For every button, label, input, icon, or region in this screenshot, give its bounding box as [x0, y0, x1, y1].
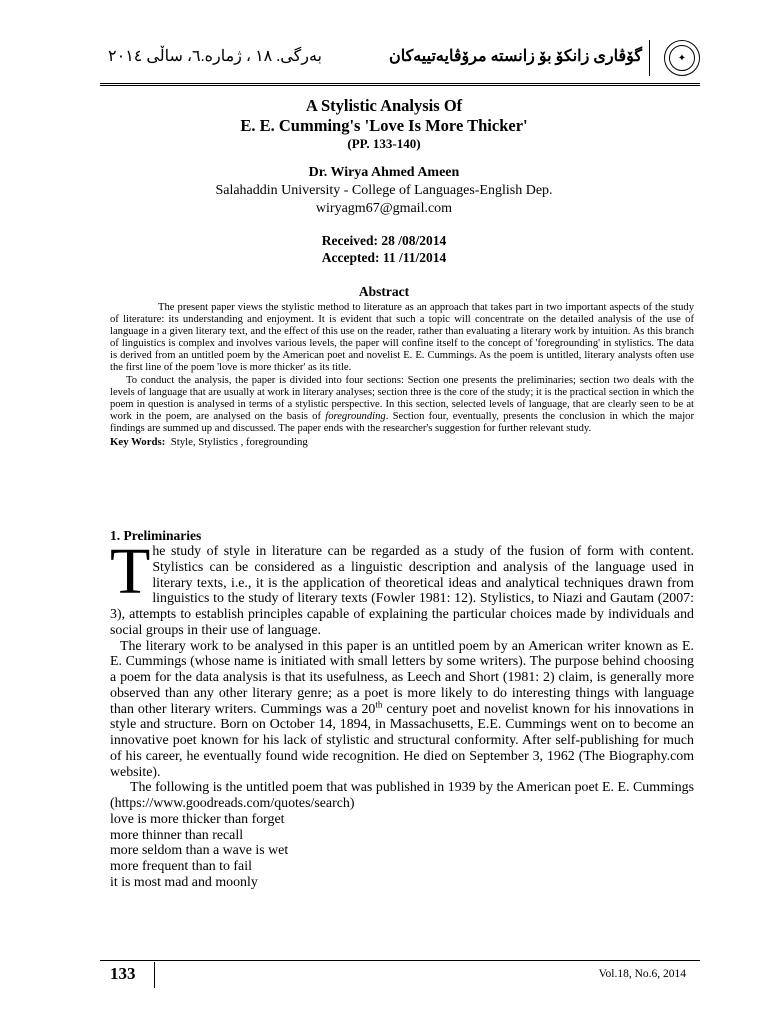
author-affiliation: Salahaddin University - College of Languages-English Dep. — [215, 183, 553, 198]
abstract-paragraph-1: The present paper views the stylistic method to literature as an approach that takes part in two important aspects of the study of literature: its understanding and enjoyment. It is evident that such a topic will concentrate on the detailed analysis of the use of language in a given literary text, and the effect of this use on the reader, rather than evaluating a literary work by intuition. As this branch of linguistics is complex and involves various levels, the paper will confine itself to the concept of 'foregrounding' in stylistics. The data is derived from an untitled poem by the American poet and novelist E. E. Cummings. As the poem is untitled, literary analysts often use the first line of the poem 'love is more thicker' as its title. — [110, 302, 694, 374]
section-heading: 1. Preliminaries — [110, 528, 202, 543]
author-email: wiryagm67@gmail.com — [315, 201, 453, 216]
abstract-p2-text-a: To conduct the analysis, the paper is divided into four sections: Section one presents the preliminaries; section two deals with the levels of language that are usually at work in literary analyses; section three is the core of the study; it is the practical section in which the poem in question is analysed in terms of a stylistic perspective. In this section, selected levels of language, that are clearly seen to be at work in the poem, are analysed on the basis of — [110, 374, 694, 422]
body-paragraph-3: The following is the untitled poem that was published in 1939 by the American poet E. E. Cummings (https://www.goodreads.com/quotes/search) — [110, 780, 694, 811]
issue-info: بەرگی. ١٨ ، ژمارە.٦، ساڵی ٢٠١٤ — [108, 48, 322, 65]
poem-excerpt — [110, 812, 694, 891]
accepted-date: Accepted: 11 /11/2014 — [321, 250, 447, 265]
abstract-paragraph-2 — [110, 375, 694, 435]
running-header — [100, 38, 700, 80]
footer-rule — [100, 960, 700, 961]
journal-name: گۆڤاری زانكۆ بۆ زانستە مرۆڤایەتییەكان — [388, 48, 642, 65]
abstract-heading: Abstract — [358, 284, 410, 299]
volume-info: Vol.18, No.6, 2014 — [598, 968, 686, 980]
received-date: Received: 28 /08/2014 — [321, 233, 447, 248]
page-range: (PP. 133-140) — [347, 136, 421, 151]
body-p1-text: he study of style in literature can be regarded as a study of the fusion of form with content. Stylistics can be considered as a linguistic description and analysis of the language used in literary texts, i.e., it is the application of theoretical ideas and analytical techniques drawn from linguistics to the study of literary texts (Fowler 1981: 12). Stylistics, to Niazi and Gautam (2007: 3), attempts to establish principles capable of explaining the particular choices made by individuals and social groups in their use of language. — [110, 544, 694, 638]
poem-line: more thinner than recall — [110, 827, 244, 843]
keywords-list: Style, Stylistics , foregrounding — [170, 436, 308, 449]
abstract-p2-text-b: . Section four, eventually, presents the conclusion in which the major findings are summed up and discussed. The paper ends with the researcher's suggestion for further relevant study. — [110, 410, 694, 434]
paper-title-line-1: A Stylistic Analysis Of — [305, 96, 463, 115]
author-name: Dr. Wirya Ahmed Ameen — [308, 165, 460, 180]
poem-line: more frequent than to fail — [110, 859, 252, 874]
abstract-emphasis: foregrounding — [325, 410, 386, 422]
body-paragraph-2 — [110, 639, 694, 781]
main-body — [110, 528, 694, 891]
page-number: 133 — [110, 964, 136, 983]
university-seal-icon — [664, 40, 700, 76]
body-p2-text-b: century poet and novelist known for his innovations in style and structure. Born on October 14, 1894, in Massachusetts, E.E. Cummings went on to become an innovative poet known for his lack of stylistic and structural conformity. After self-publishing for much of his career, he eventually found wide recognition. He died on September 3, 1962 (The Biography.com website). — [110, 701, 694, 780]
paper-title-line-2: E. E. Cumming's 'Love Is More Thicker' — [240, 116, 528, 135]
poem-line: love is more thicker than forget — [110, 811, 285, 827]
drop-cap: T — [110, 535, 151, 608]
footer-divider — [154, 962, 155, 988]
poem-line: more seldom than a wave is wet — [110, 843, 289, 859]
header-rule — [100, 83, 700, 86]
body-p2-text-a: The literary work to be analysed in this paper is an untitled poem by an American writer known as E. E. Cummings (whose name is initiated with small letters by some writers). The purpose behind choosing a poem for the data analysis is that its usefulness, as Leech and Short (1981: 2) claim, is generally more observed than any other literary genre; as a poet is more likely to do interesting things with language than other literary writers. Cummings was a 20 — [110, 638, 694, 717]
keywords-label: Key Words: — [110, 436, 166, 449]
abstract-body — [110, 302, 694, 448]
header-divider — [649, 40, 650, 76]
seal-inner-ring: ✦ — [669, 45, 695, 71]
superscript-th: th — [375, 698, 383, 709]
keywords — [110, 436, 694, 448]
poem-line: it is most mad and moonly — [110, 874, 258, 890]
title-block — [0, 96, 768, 266]
